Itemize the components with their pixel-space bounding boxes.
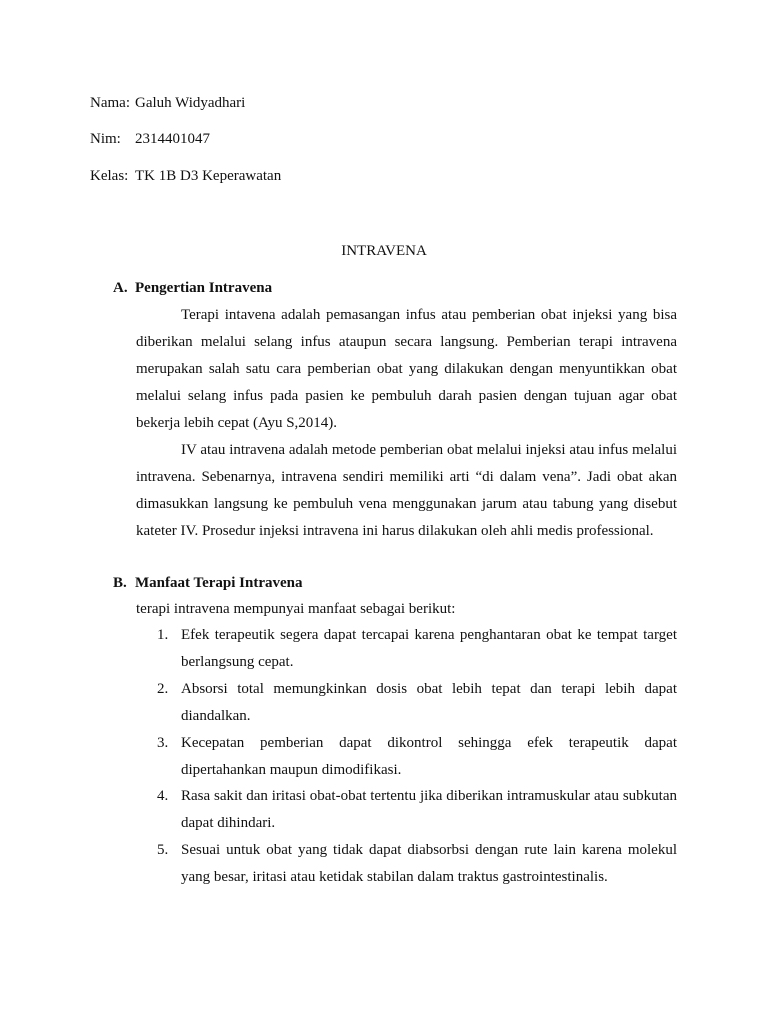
section-b-title: Manfaat Terapi Intravena	[135, 575, 303, 591]
list-item	[157, 622, 677, 676]
list-item-number: 4.	[157, 788, 169, 804]
nim-label: Nim:	[90, 131, 121, 147]
name-label: Nama:	[90, 95, 130, 111]
list-item-number: 2.	[157, 681, 169, 697]
list-item-number: 1.	[157, 627, 169, 643]
section-b-letter: B.	[113, 575, 127, 591]
class-value: TK 1B D3 Keperawatan	[135, 168, 282, 184]
list-item-text: Efek terapeutik segera dapat tercapai karena penghantaran obat ke tempat target berlangsung cepat.	[181, 627, 677, 670]
class-line	[90, 166, 282, 186]
list-item-text: Sesuai untuk obat yang tidak dapat diabsorbsi dengan rute lain karena molekul yang besar, iritasi atau ketidak stabilan dalam traktus gastrointestinalis.	[181, 842, 677, 885]
list-item-number: 5.	[157, 842, 169, 858]
nim-line	[90, 129, 210, 149]
list-item-text: Absorsi total memungkinkan dosis obat lebih tepat dan terapi lebih dapat diandalkan.	[181, 681, 677, 724]
list-item	[157, 676, 677, 730]
name-line	[90, 93, 246, 113]
nim-value: 2314401047	[135, 131, 210, 147]
list-item	[157, 837, 677, 891]
class-label: Kelas:	[90, 168, 129, 184]
section-a-paragraph: IV atau intravena adalah metode pemberian obat melalui injeksi atau infus melalui intravena. Sebenarnya, intravena sendiri memiliki arti “di dalam vena”. Jadi obat akan dimasukkan langsung ke pembuluh vena menggunakan jarum atau tabung yang disebut kateter IV. Prosedur injeksi intravena ini harus dilakukan oleh ahli medis professional.	[136, 442, 677, 539]
document-title: INTRAVENA	[341, 243, 427, 259]
list-item-text: Kecepatan pemberian dapat dikontrol sehingga efek terapeutik dapat dipertahankan maupun dimodifikasi.	[181, 735, 677, 778]
section-a-letter: A.	[113, 280, 128, 296]
section-b-intro: terapi intravena mempunyai manfaat sebagai berikut:	[136, 601, 456, 617]
section-a-paragraph: Terapi intavena adalah pemasangan infus atau pemberian obat injeksi yang bisa diberikan melalui selang infus ataupun secara langsung. Pemberian terapi intravena merupakan salah satu cara pemberian obat yang dilakukan dengan menyuntikkan obat melalui selang infus pada pasien ke pembuluh darah pasien dengan tujuan agar obat bekerja lebih cepat (Ayu S,2014).	[136, 307, 677, 431]
name-value: Galuh Widyadhari	[135, 95, 246, 111]
list-item-number: 3.	[157, 735, 169, 751]
list-item	[157, 783, 677, 837]
list-item	[157, 730, 677, 784]
list-item-text: Rasa sakit dan iritasi obat-obat tertentu jika diberikan intramuskular atau subkutan dapat dihindari.	[181, 788, 677, 831]
section-a-title: Pengertian Intravena	[135, 280, 273, 296]
